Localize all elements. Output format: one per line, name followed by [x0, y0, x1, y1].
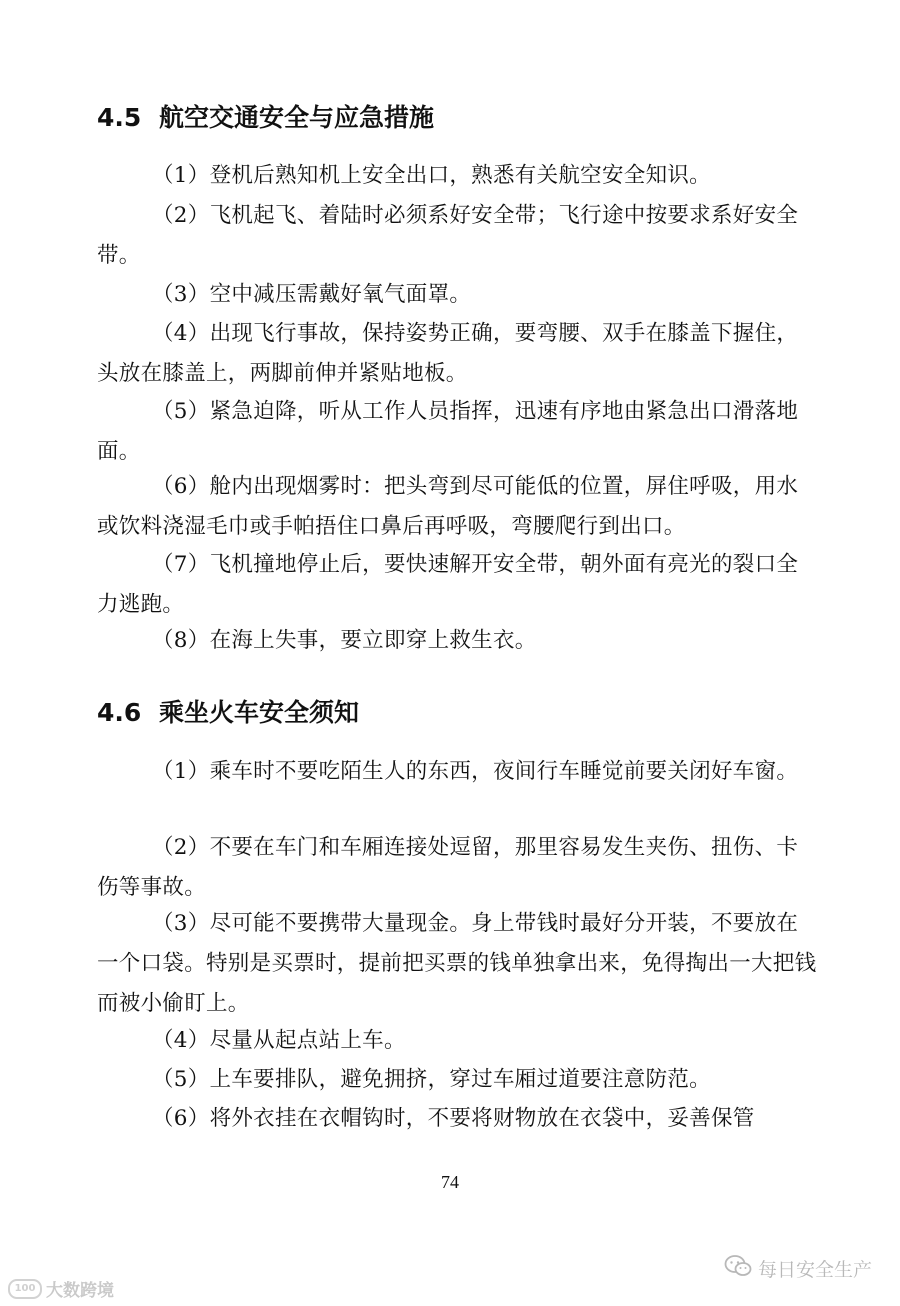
- paragraph-4-6-2: （2）不要在车门和车厢连接处逗留，那里容易发生夹伤、扭伤、卡伤等事故。: [97, 835, 799, 900]
- paragraph-4-5-2: （2）飞机起飞、着陆时必须系好安全带；飞行途中按要求系好安全带。: [97, 203, 799, 268]
- paragraph-4-5-5: （5）紧急迫降，听从工作人员指挥，迅速有序地由紧急出口滑落地面。: [97, 399, 799, 464]
- watermark-left: [8, 1276, 114, 1301]
- paragraph-4-6-3: （3）尽可能不要携带大量现金。身上带钱时最好分开装，不要放在一个口袋。特别是买票时，提前把买票的钱单独拿出来，免得掏出一大把钱而被小偷盯上。: [97, 911, 817, 1016]
- paragraph-4-6-1: （1）乘车时不要吃陌生人的东西，夜间行车睡觉前要关闭好车窗。: [152, 759, 799, 784]
- section-title: 乘坐火车安全须知: [159, 698, 360, 727]
- paragraph-4-6-5: （5）上车要排队，避免拥挤，穿过车厢过道要注意防范。: [152, 1067, 711, 1092]
- watermark-left-text: 大数跨境: [46, 1281, 114, 1301]
- section-title: 航空交通安全与应急措施: [159, 103, 435, 132]
- section-number: 4.5: [97, 103, 142, 132]
- paragraph-4-5-7: （7）飞机撞地停止后，要快速解开安全带，朝外面有亮光的裂口全力逃跑。: [97, 552, 799, 617]
- section-number: 4.6: [97, 698, 142, 727]
- paragraph-4-6-6: （6）将外衣挂在衣帽钩时，不要将财物放在衣袋中，妥善保管: [152, 1106, 755, 1131]
- watermark-right-text: 每日安全生产: [757, 1259, 872, 1281]
- section-heading-4-5: [97, 103, 434, 133]
- section-heading-4-6: [97, 698, 359, 728]
- paragraph-4-5-8: （8）在海上失事，要立即穿上救生衣。: [152, 628, 537, 653]
- paragraph-4-5-6: （6）舱内出现烟雾时：把头弯到尽可能低的位置，屏住呼吸，用水或饮料浇湿毛巾或手帕捂住口鼻后再呼吸，弯腰爬行到出口。: [97, 474, 799, 539]
- paragraph-4-6-4: （4）尽量从起点站上车。: [152, 1028, 406, 1053]
- wechat-icon: [724, 1254, 752, 1283]
- watermark-badge: 100: [8, 1279, 42, 1299]
- paragraph-4-5-4: （4）出现飞行事故，保持姿势正确，要弯腰、双手在膝盖下握住，头放在膝盖上，两脚前伸并紧贴地板。: [97, 321, 799, 386]
- watermark-right: [724, 1254, 872, 1283]
- paragraph-4-5-1: （1）登机后熟知机上安全出口，熟悉有关航空安全知识。: [152, 163, 711, 188]
- paragraph-4-5-3: （3）空中减压需戴好氧气面罩。: [152, 282, 472, 307]
- page-number: 74: [441, 1172, 459, 1192]
